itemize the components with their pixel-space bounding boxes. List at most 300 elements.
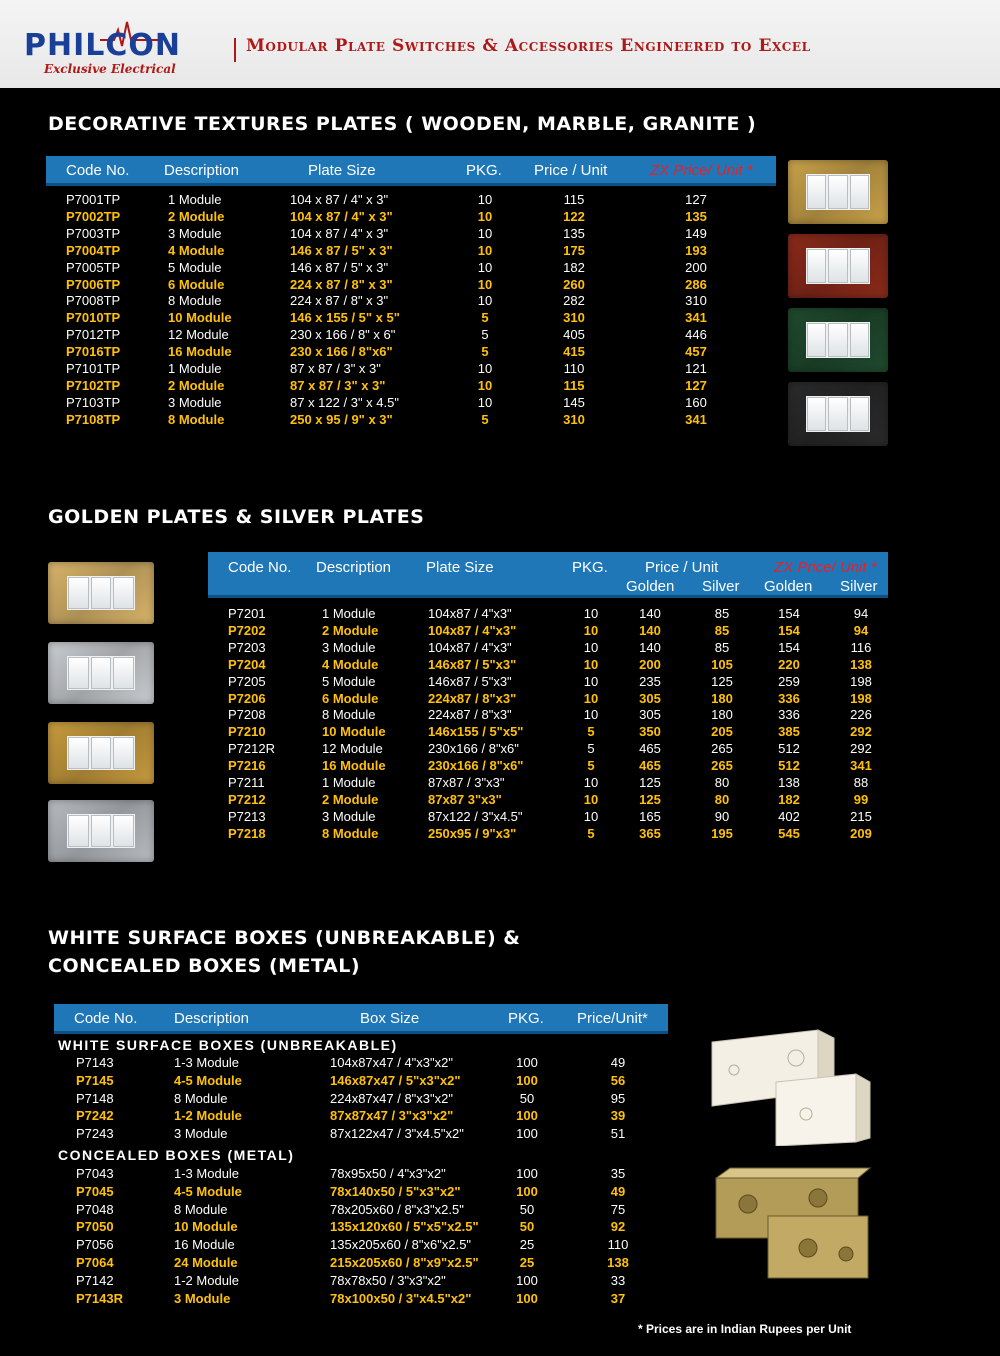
col-box-size: Box Size <box>360 1010 420 1027</box>
table-cell-golden-price: 465 <box>639 758 661 774</box>
golden-table-header <box>208 552 888 598</box>
table-cell-description: 2 Module <box>168 208 225 224</box>
table-cell-pkg: 5 <box>481 411 489 427</box>
table-cell-price: 49 <box>610 1183 626 1199</box>
table-cell-zx-silver: 138 <box>850 656 872 672</box>
table-cell-plate-size: 230x166 / 8"x6" <box>428 758 524 774</box>
table-cell-code: P7048 <box>76 1201 114 1217</box>
table-cell-pkg: 10 <box>477 394 493 410</box>
rocker-switch-icon <box>828 249 847 283</box>
table-cell-price: 39 <box>610 1108 626 1124</box>
table-cell-zx-silver: 215 <box>850 808 872 824</box>
switch-module <box>806 248 870 284</box>
table-cell-code: P7012TP <box>66 327 121 343</box>
table-cell-description: 16 Module <box>168 344 232 360</box>
table-cell-code: P7203 <box>228 639 266 655</box>
table-cell-description: 3 Module <box>322 639 376 655</box>
table-cell-code: P7002TP <box>66 208 121 224</box>
table-cell-plate-size: 87x122 / 3"x4.5" <box>428 808 523 824</box>
table-cell-zx-price: 341 <box>685 411 707 427</box>
table-cell-zx-price: 135 <box>685 208 707 224</box>
col-pkg: PKG. <box>466 162 502 179</box>
table-cell-description: 1 Module <box>168 361 222 376</box>
black-granite-plate-image <box>788 382 888 446</box>
table-cell-pkg: 5 <box>587 758 595 774</box>
table-cell-zx-price: 457 <box>685 344 707 360</box>
table-cell-box-size: 87x122x47 / 3"x4.5"x2" <box>330 1126 464 1142</box>
table-cell-zx-golden: 138 <box>778 775 800 790</box>
table-cell-price: 33 <box>610 1272 626 1288</box>
table-cell-box-size: 78x95x50 / 4"x3"x2" <box>330 1166 446 1181</box>
wooden-plate-image <box>788 160 888 224</box>
table-cell-zx-golden: 154 <box>778 606 800 621</box>
table-cell-zx-price: 121 <box>685 361 707 376</box>
table-cell-description: 8 Module <box>322 707 376 723</box>
table-cell-zx-golden: 512 <box>778 758 800 774</box>
table-cell-zx-golden: 336 <box>778 690 800 706</box>
table-cell-pkg: 10 <box>583 775 599 790</box>
col-plate-size: Plate Size <box>308 162 376 179</box>
rocker-switch-icon <box>113 577 134 610</box>
table-cell-silver-price: 105 <box>711 656 733 672</box>
table-cell-zx-silver: 94 <box>853 622 869 638</box>
table-cell-pkg: 10 <box>477 225 493 241</box>
table-cell-code: P7205 <box>228 673 266 689</box>
table-cell-description: 3 Module <box>174 1126 228 1142</box>
table-cell-plate-size: 104 x 87 / 4" x 3" <box>290 208 393 224</box>
table-cell-golden-price: 140 <box>639 606 661 621</box>
table-cell-box-size: 78x140x50 / 5"x3"x2" <box>330 1183 461 1199</box>
table-cell-plate-size: 146x155 / 5"x5" <box>428 724 524 740</box>
table-cell-plate-size: 224x87 / 8"x3" <box>428 707 512 723</box>
table-cell-golden-price: 140 <box>639 622 661 638</box>
table-cell-pkg: 50 <box>519 1219 535 1235</box>
table-cell-plate-size: 104 x 87 / 4" x 3" <box>290 225 389 241</box>
table-cell-pkg: 100 <box>516 1290 538 1306</box>
table-cell-code: P7004TP <box>66 242 121 258</box>
table-cell-pkg: 5 <box>587 825 595 841</box>
table-cell-code: P7064 <box>76 1255 114 1270</box>
table-cell-pkg: 5 <box>481 344 489 360</box>
table-cell-pkg: 5 <box>587 741 595 757</box>
table-cell-plate-size: 224 x 87 / 8" x 3" <box>290 276 393 292</box>
table-cell-pkg: 50 <box>519 1090 535 1106</box>
rocker-switch-icon <box>807 397 826 431</box>
table-cell-price: 310 <box>563 310 585 326</box>
table-cell-description: 4-5 Module <box>174 1072 242 1088</box>
table-cell-plate-size: 87 x 87 / 3" x 3" <box>290 377 386 393</box>
table-cell-code: P7204 <box>228 656 266 672</box>
golden-section-title: GOLDEN PLATES & SILVER PLATES <box>48 506 425 528</box>
col-code: Code No. <box>228 559 292 576</box>
boxes-table-header <box>54 1004 668 1034</box>
rocker-switch-icon <box>91 815 112 848</box>
rocker-switch-icon <box>91 577 112 610</box>
table-cell-code: P7102TP <box>66 377 121 393</box>
table-cell-pkg: 100 <box>516 1108 538 1124</box>
table-cell-zx-price: 286 <box>685 276 707 292</box>
sub-golden: Golden <box>626 578 675 595</box>
table-cell-zx-silver: 198 <box>850 673 872 689</box>
table-cell-price: 75 <box>610 1201 626 1217</box>
table-cell-price: 115 <box>563 377 585 393</box>
table-cell-code: P7218 <box>228 825 266 841</box>
rocker-switch-icon <box>68 737 89 770</box>
table-cell-zx-golden: 220 <box>778 656 800 672</box>
table-cell-pkg: 5 <box>481 310 489 326</box>
table-cell-code: P7208 <box>228 707 266 723</box>
table-cell-box-size: 78x78x50 / 3"x3"x2" <box>330 1272 446 1288</box>
table-cell-golden-price: 165 <box>639 808 661 824</box>
rocker-switch-icon <box>807 249 826 283</box>
table-cell-price: 110 <box>563 361 585 376</box>
col-code: Code No. <box>74 1010 138 1027</box>
table-cell-code: P7005TP <box>66 259 121 275</box>
table-cell-price: 110 <box>607 1237 629 1253</box>
table-cell-zx-price: 127 <box>685 192 707 207</box>
table-cell-description: 1-2 Module <box>174 1108 242 1124</box>
table-cell-code: P7050 <box>76 1219 114 1235</box>
table-cell-price: 310 <box>563 411 585 427</box>
table-cell-silver-price: 80 <box>714 791 730 807</box>
table-cell-pkg: 10 <box>477 259 493 275</box>
table-cell-pkg: 10 <box>583 690 599 706</box>
table-cell-pkg: 10 <box>583 639 599 655</box>
rocker-switch-icon <box>828 323 847 357</box>
golden-bevel-plate-image <box>48 722 154 784</box>
table-cell-description: 1 Module <box>322 775 376 790</box>
table-cell-pkg: 10 <box>583 808 599 824</box>
table-cell-pkg: 25 <box>519 1237 535 1253</box>
table-cell-plate-size: 87x87 3"x3" <box>428 791 502 807</box>
table-cell-description: 5 Module <box>322 673 376 689</box>
table-cell-pkg: 25 <box>519 1255 535 1270</box>
table-row <box>0 1291 1000 1308</box>
table-cell-box-size: 135x205x60 / 8"x6"x2.5" <box>330 1237 472 1253</box>
rocker-switch-icon <box>807 175 826 209</box>
table-cell-pkg: 10 <box>583 673 599 689</box>
table-cell-price: 145 <box>563 394 585 410</box>
table-cell-code: P7211 <box>228 775 265 790</box>
table-cell-plate-size: 87x87 / 3"x3" <box>428 775 505 790</box>
marble-plate-image <box>788 234 888 298</box>
table-cell-silver-price: 205 <box>711 724 733 740</box>
table-cell-zx-price: 160 <box>685 394 707 410</box>
table-cell-pkg: 10 <box>477 208 493 224</box>
table-cell-pkg: 10 <box>477 242 493 258</box>
table-cell-pkg: 100 <box>516 1183 538 1199</box>
table-cell-silver-price: 125 <box>711 673 733 689</box>
table-cell-plate-size: 230 x 166 / 8"x6" <box>290 344 393 360</box>
table-cell-silver-price: 180 <box>711 690 733 706</box>
table-cell-description: 3 Module <box>168 225 222 241</box>
switch-module <box>806 322 870 358</box>
table-cell-silver-price: 85 <box>714 622 730 638</box>
table-cell-box-size: 78x100x50 / 3"x4.5"x2" <box>330 1290 472 1306</box>
rocker-switch-icon <box>68 657 89 690</box>
table-cell-zx-golden: 512 <box>778 741 800 757</box>
table-cell-plate-size: 87 x 122 / 3" x 4.5" <box>290 394 399 410</box>
boxes-section-title-1: WHITE SURFACE BOXES (UNBREAKABLE) & <box>48 927 521 949</box>
switch-module <box>806 174 870 210</box>
rocker-switch-icon <box>113 657 134 690</box>
table-cell-description: 10 Module <box>322 724 386 740</box>
rocker-switch-icon <box>68 815 89 848</box>
table-cell-zx-silver: 292 <box>850 741 872 757</box>
col-description: Description <box>164 162 240 179</box>
table-cell-zx-price: 200 <box>685 259 707 275</box>
table-cell-zx-silver: 292 <box>850 724 872 740</box>
metal-concealed-box-image <box>708 1164 878 1288</box>
rocker-switch-icon <box>828 397 847 431</box>
col-zx-price: ZX Price/ Unit * <box>650 162 753 179</box>
tagline-divider <box>234 38 236 62</box>
table-cell-description: 3 Module <box>174 1290 231 1306</box>
table-cell-silver-price: 195 <box>711 825 733 841</box>
table-cell-code: P7242 <box>76 1108 114 1124</box>
table-cell-box-size: 104x87x47 / 4"x3"x2" <box>330 1055 453 1070</box>
table-cell-description: 10 Module <box>174 1219 238 1235</box>
table-cell-code: P7213 <box>228 808 266 824</box>
table-cell-pkg: 100 <box>516 1072 538 1088</box>
table-cell-zx-silver: 341 <box>850 758 872 774</box>
col-zx-price: ZX Price/ Unit * <box>774 559 877 576</box>
table-cell-code: P7212R <box>228 741 275 757</box>
table-cell-code: P7143 <box>76 1055 114 1070</box>
table-cell-code: P7045 <box>76 1183 114 1199</box>
table-cell-plate-size: 146x87 / 5"x3" <box>428 656 517 672</box>
silver-plate-image <box>48 642 154 704</box>
table-cell-price: 415 <box>563 344 585 360</box>
rocker-switch-icon <box>68 577 89 610</box>
table-cell-price: 405 <box>563 327 585 343</box>
col-plate-size: Plate Size <box>426 559 494 576</box>
table-cell-description: 12 Module <box>168 327 229 343</box>
table-cell-code: P7043 <box>76 1166 114 1181</box>
table-cell-pkg: 50 <box>519 1201 535 1217</box>
table-cell-zx-golden: 182 <box>778 791 800 807</box>
table-cell-box-size: 87x87x47 / 3"x3"x2" <box>330 1108 454 1124</box>
table-cell-silver-price: 180 <box>711 707 733 723</box>
rocker-switch-icon <box>850 249 869 283</box>
table-cell-plate-size: 104x87 / 4"x3" <box>428 606 512 621</box>
table-cell-price: 49 <box>610 1055 626 1070</box>
table-cell-code: P7206 <box>228 690 266 706</box>
sub-zx-golden: Golden <box>764 578 813 595</box>
table-cell-golden-price: 465 <box>639 741 661 757</box>
table-cell-description: 8 Module <box>168 293 222 309</box>
table-cell-pkg: 5 <box>587 724 595 740</box>
table-cell-silver-price: 85 <box>714 639 730 655</box>
table-cell-plate-size: 146 x 155 / 5" x 5" <box>290 310 400 326</box>
table-cell-zx-golden: 336 <box>778 707 800 723</box>
logo-text: PHILCON <box>24 28 181 63</box>
table-cell-code: P7243 <box>76 1126 114 1142</box>
sub-silver: Silver <box>702 578 740 595</box>
table-cell-zx-golden: 259 <box>778 673 800 689</box>
col-pkg: PKG. <box>508 1010 544 1027</box>
table-cell-price: 56 <box>610 1072 626 1088</box>
table-cell-description: 12 Module <box>322 741 383 757</box>
table-cell-pkg: 10 <box>477 293 493 309</box>
boxes-section-title-2: CONCEALED BOXES (METAL) <box>48 955 361 977</box>
table-cell-plate-size: 230x166 / 8"x6" <box>428 741 519 757</box>
table-cell-code: P7212 <box>228 791 266 807</box>
table-cell-zx-price: 127 <box>685 377 707 393</box>
table-cell-plate-size: 250 x 95 / 9" x 3" <box>290 411 393 427</box>
table-cell-pkg: 10 <box>583 656 599 672</box>
table-cell-description: 16 Module <box>322 758 386 774</box>
table-cell-plate-size: 104x87 / 4"x3" <box>428 622 517 638</box>
table-cell-pkg: 10 <box>583 606 599 621</box>
table-cell-zx-silver: 99 <box>853 791 869 807</box>
page-header <box>0 0 1000 88</box>
table-cell-golden-price: 200 <box>639 656 661 672</box>
table-cell-description: 4-5 Module <box>174 1183 242 1199</box>
table-cell-zx-silver: 94 <box>853 606 869 621</box>
table-cell-price: 260 <box>563 276 585 292</box>
rocker-switch-icon <box>113 737 134 770</box>
table-cell-box-size: 215x205x60 / 8"x9"x2.5" <box>330 1255 479 1270</box>
rocker-switch-icon <box>850 397 869 431</box>
table-cell-golden-price: 140 <box>639 639 661 655</box>
decorative-table-header <box>46 156 776 186</box>
rocker-switch-icon <box>91 737 112 770</box>
table-cell-description: 2 Module <box>322 622 379 638</box>
table-cell-description: 3 Module <box>168 394 222 410</box>
table-cell-description: 1 Module <box>322 606 376 621</box>
table-cell-code: P7202 <box>228 622 266 638</box>
rocker-switch-icon <box>850 323 869 357</box>
logo-subtitle: Exclusive Electrical <box>44 62 176 76</box>
white-surface-box-image <box>706 1022 876 1146</box>
table-cell-pkg: 100 <box>516 1055 538 1070</box>
table-cell-silver-price: 85 <box>714 606 730 621</box>
table-cell-silver-price: 265 <box>711 741 733 757</box>
table-cell-code: P7210 <box>228 724 266 740</box>
table-cell-description: 8 Module <box>174 1090 228 1106</box>
table-cell-pkg: 10 <box>583 622 599 638</box>
table-cell-zx-silver: 198 <box>850 690 872 706</box>
table-cell-pkg: 100 <box>516 1166 538 1181</box>
table-cell-code: P7008TP <box>66 293 121 309</box>
table-cell-price: 92 <box>610 1219 626 1235</box>
col-price: Price/Unit* <box>577 1010 648 1027</box>
table-cell-pkg: 10 <box>477 276 493 292</box>
rocker-switch-icon <box>807 323 826 357</box>
table-cell-description: 4 Module <box>168 242 225 258</box>
table-cell-box-size: 135x120x60 / 5"x5"x2.5" <box>330 1219 479 1235</box>
table-cell-zx-silver: 116 <box>850 639 872 655</box>
philcon-logo <box>24 28 184 78</box>
table-cell-price: 115 <box>563 192 585 207</box>
table-cell-price: 37 <box>610 1290 626 1306</box>
table-cell-price: 175 <box>563 242 585 258</box>
table-cell-zx-price: 341 <box>685 310 707 326</box>
table-cell-code: P7006TP <box>66 276 121 292</box>
table-cell-zx-golden: 545 <box>778 825 800 841</box>
table-cell-price: 95 <box>610 1090 626 1106</box>
table-cell-description: 8 Module <box>174 1201 228 1217</box>
table-cell-silver-price: 265 <box>711 758 733 774</box>
switch-module <box>67 736 135 771</box>
rocker-switch-icon <box>850 175 869 209</box>
col-price: Price / Unit <box>534 162 608 179</box>
col-code: Code No. <box>66 162 130 179</box>
table-cell-price: 182 <box>563 259 585 275</box>
table-cell-pkg: 100 <box>516 1126 538 1142</box>
table-cell-description: 8 Module <box>168 411 225 427</box>
table-cell-code: P7003TP <box>66 225 121 241</box>
table-cell-price: 122 <box>563 208 585 224</box>
table-cell-pkg: 5 <box>481 327 489 343</box>
table-cell-code: P7016TP <box>66 344 121 360</box>
table-cell-description: 1-3 Module <box>174 1055 240 1070</box>
price-footnote: * Prices are in Indian Rupees per Unit <box>638 1322 852 1336</box>
table-cell-box-size: 78x205x60 / 8"x3"x2.5" <box>330 1201 464 1217</box>
table-cell-price: 51 <box>610 1126 626 1142</box>
table-cell-description: 1 Module <box>168 192 222 207</box>
table-cell-golden-price: 305 <box>639 690 661 706</box>
table-cell-golden-price: 235 <box>639 673 661 689</box>
table-cell-code: P7145 <box>76 1072 114 1088</box>
concealed-boxes-label: CONCEALED BOXES (METAL) <box>58 1147 295 1163</box>
surface-boxes-label: WHITE SURFACE BOXES (UNBREAKABLE) <box>58 1037 398 1053</box>
table-cell-pkg: 10 <box>477 377 493 393</box>
table-cell-zx-silver: 209 <box>850 825 872 841</box>
table-cell-description: 24 Module <box>174 1255 238 1270</box>
table-cell-plate-size: 104x87 / 4"x3" <box>428 639 512 655</box>
switch-module <box>67 814 135 849</box>
table-cell-plate-size: 104 x 87 / 4" x 3" <box>290 192 389 207</box>
table-cell-code: P7001TP <box>66 192 121 207</box>
table-cell-plate-size: 250x95 / 9"x3" <box>428 825 517 841</box>
table-cell-code: P7108TP <box>66 411 121 427</box>
table-cell-plate-size: 146x87 / 5"x3" <box>428 673 512 689</box>
table-cell-silver-price: 80 <box>714 775 730 790</box>
table-cell-zx-silver: 226 <box>850 707 872 723</box>
table-cell-description: 6 Module <box>322 690 379 706</box>
table-cell-zx-silver: 88 <box>853 775 869 790</box>
table-cell-zx-golden: 154 <box>778 639 800 655</box>
col-price: Price / Unit <box>645 559 719 576</box>
table-cell-golden-price: 305 <box>639 707 661 723</box>
table-cell-description: 10 Module <box>168 310 232 326</box>
switch-module <box>67 656 135 691</box>
col-description: Description <box>316 559 392 576</box>
table-cell-golden-price: 365 <box>639 825 661 841</box>
table-cell-description: 4 Module <box>322 656 379 672</box>
table-cell-description: 8 Module <box>322 825 379 841</box>
table-cell-price: 282 <box>563 293 585 309</box>
table-cell-price: 138 <box>607 1255 629 1270</box>
table-cell-price: 135 <box>563 225 585 241</box>
table-cell-golden-price: 125 <box>639 791 661 807</box>
table-cell-zx-golden: 385 <box>778 724 800 740</box>
table-cell-golden-price: 125 <box>639 775 661 790</box>
table-cell-plate-size: 230 x 166 / 8" x 6" <box>290 327 396 343</box>
table-cell-code: P7216 <box>228 758 266 774</box>
sub-zx-silver: Silver <box>840 578 878 595</box>
table-cell-plate-size: 146 x 87 / 5" x 3" <box>290 259 389 275</box>
golden-plate-image <box>48 562 154 624</box>
table-cell-plate-size: 224 x 87 / 8" x 3" <box>290 293 389 309</box>
table-cell-description: 2 Module <box>168 377 225 393</box>
table-cell-price: 35 <box>610 1166 626 1181</box>
table-cell-plate-size: 87 x 87 / 3" x 3" <box>290 361 381 376</box>
rocker-switch-icon <box>91 657 112 690</box>
table-cell-pkg: 10 <box>583 707 599 723</box>
